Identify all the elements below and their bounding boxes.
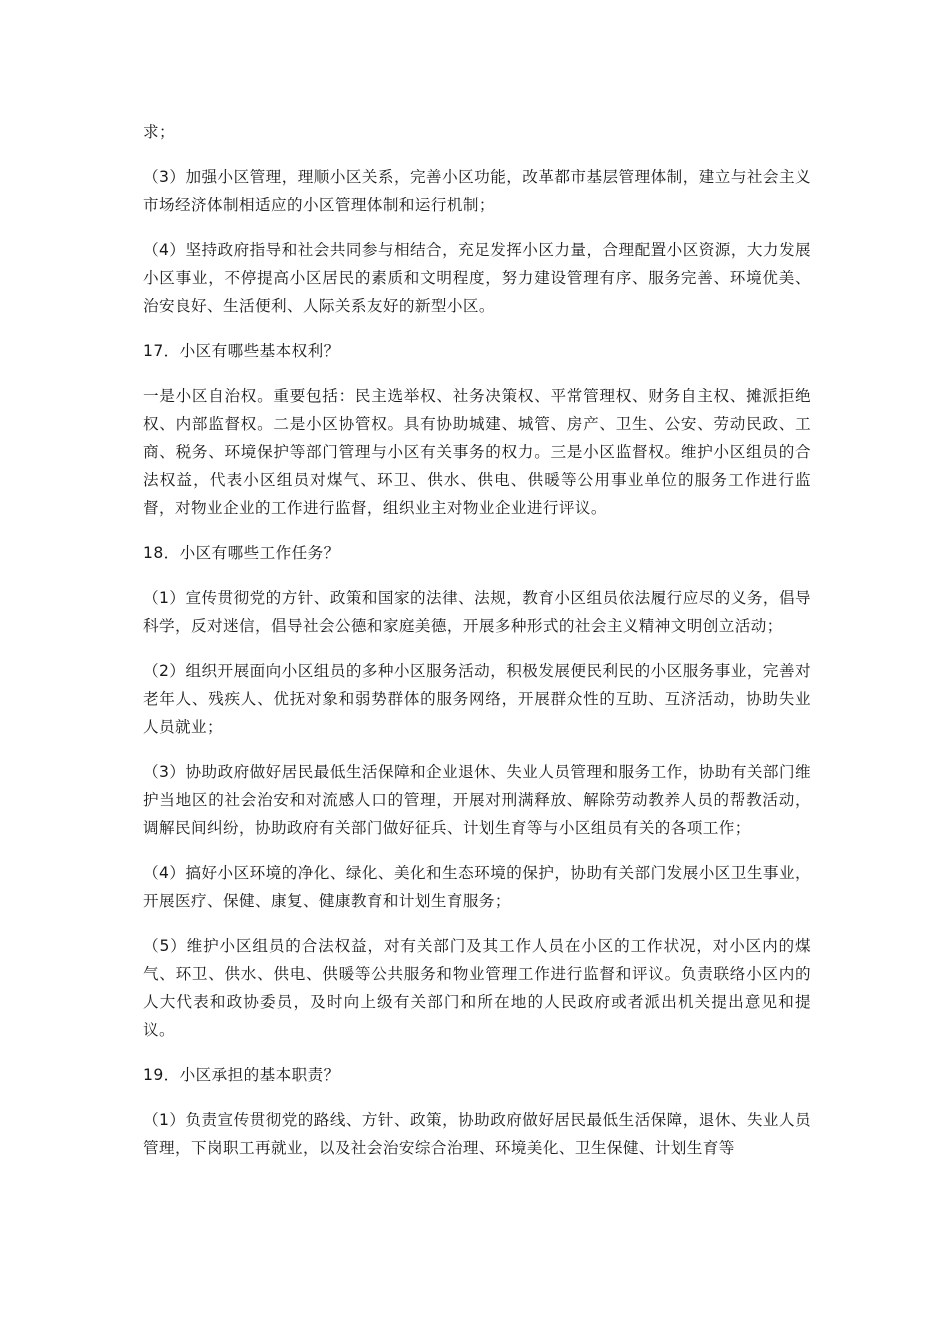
paragraph-task-2: （2）组织开展面向小区组员的多种小区服务活动，积极发展便民利民的小区服务事业，完善对老年人、残疾人、优抚对象和弱势群体的服务网络，开展群众性的互助、互济活动，协助失业人员就业； (143, 662, 811, 736)
document-page (143, 118, 811, 1179)
section-heading-18: 18．小区有哪些工作任务？ (143, 544, 340, 562)
paragraph-item-3: （3）加强小区管理，理顺小区关系，完善小区功能，改革都市基层管理体制，建立与社会主义市场经济体制相适应的小区管理体制和运行机制； (143, 168, 811, 214)
paragraph-task-4: （4）搞好小区环境的净化、绿化、美化和生态环境的保护，协助有关部门发展小区卫生事业，开展医疗、保健、康复、健康教育和计划生育服务； (143, 864, 811, 910)
paragraph-task-1: （1）宣传贯彻党的方针、政策和国家的法律、法规，教育小区组员依法履行应尽的义务，倡导科学，反对迷信，倡导社会公德和家庭美德，开展多种形式的社会主义精神文明创立活动； (143, 589, 811, 635)
paragraph-continuation: 求； (143, 123, 175, 141)
paragraph-basic-rights: 一是小区自治权。重要包括：民主选举权、社务决策权、平常管理权、财务自主权、摊派拒绝权、内部监督权。二是小区协管权。具有协助城建、城管、房产、卫生、公安、劳动民政、工商、税务、环境保护等部门管理与小区有关事务的权力。三是小区监督权。维护小区组员的合法权益，代表小区组员对煤气、环卫、供水、供电、供暖等公用事业单位的服务工作进行监督，对物业企业的工作进行监督，组织业主对物业企业进行评议。 (143, 387, 811, 517)
paragraph-task-5: （5）维护小区组员的合法权益，对有关部门及其工作人员在小区的工作状况，对小区内的煤气、环卫、供水、供电、供暖等公共服务和物业管理工作进行监督和评议。负责联络小区内的人大代表和政协委员，及时向上级有关部门和所在地的人民政府或者派出机关提出意见和提议。 (143, 937, 811, 1039)
paragraph-duty-1: （1）负责宣传贯彻党的路线、方针、政策，协助政府做好居民最低生活保障，退休、失业人员管理，下岗职工再就业，以及社会治安综合治理、环境美化、卫生保健、计划生育等 (143, 1111, 811, 1157)
section-heading-17: 17．小区有哪些基本权利？ (143, 342, 340, 360)
paragraph-item-4: （4）坚持政府指导和社会共同参与相结合，充足发挥小区力量，合理配置小区资源，大力发展小区事业，不停提高小区居民的素质和文明程度，努力建设管理有序、服务完善、环境优美、治安良好、生活便利、人际关系友好的新型小区。 (143, 241, 811, 315)
section-heading-19: 19．小区承担的基本职责？ (143, 1066, 340, 1084)
paragraph-task-3: （3）协助政府做好居民最低生活保障和企业退休、失业人员管理和服务工作，协助有关部门维护当地区的社会治安和对流感人口的管理，开展对刑满释放、解除劳动教养人员的帮教活动，调解民间纠纷，协助政府有关部门做好征兵、计划生育等与小区组员有关的各项工作； (143, 763, 811, 837)
